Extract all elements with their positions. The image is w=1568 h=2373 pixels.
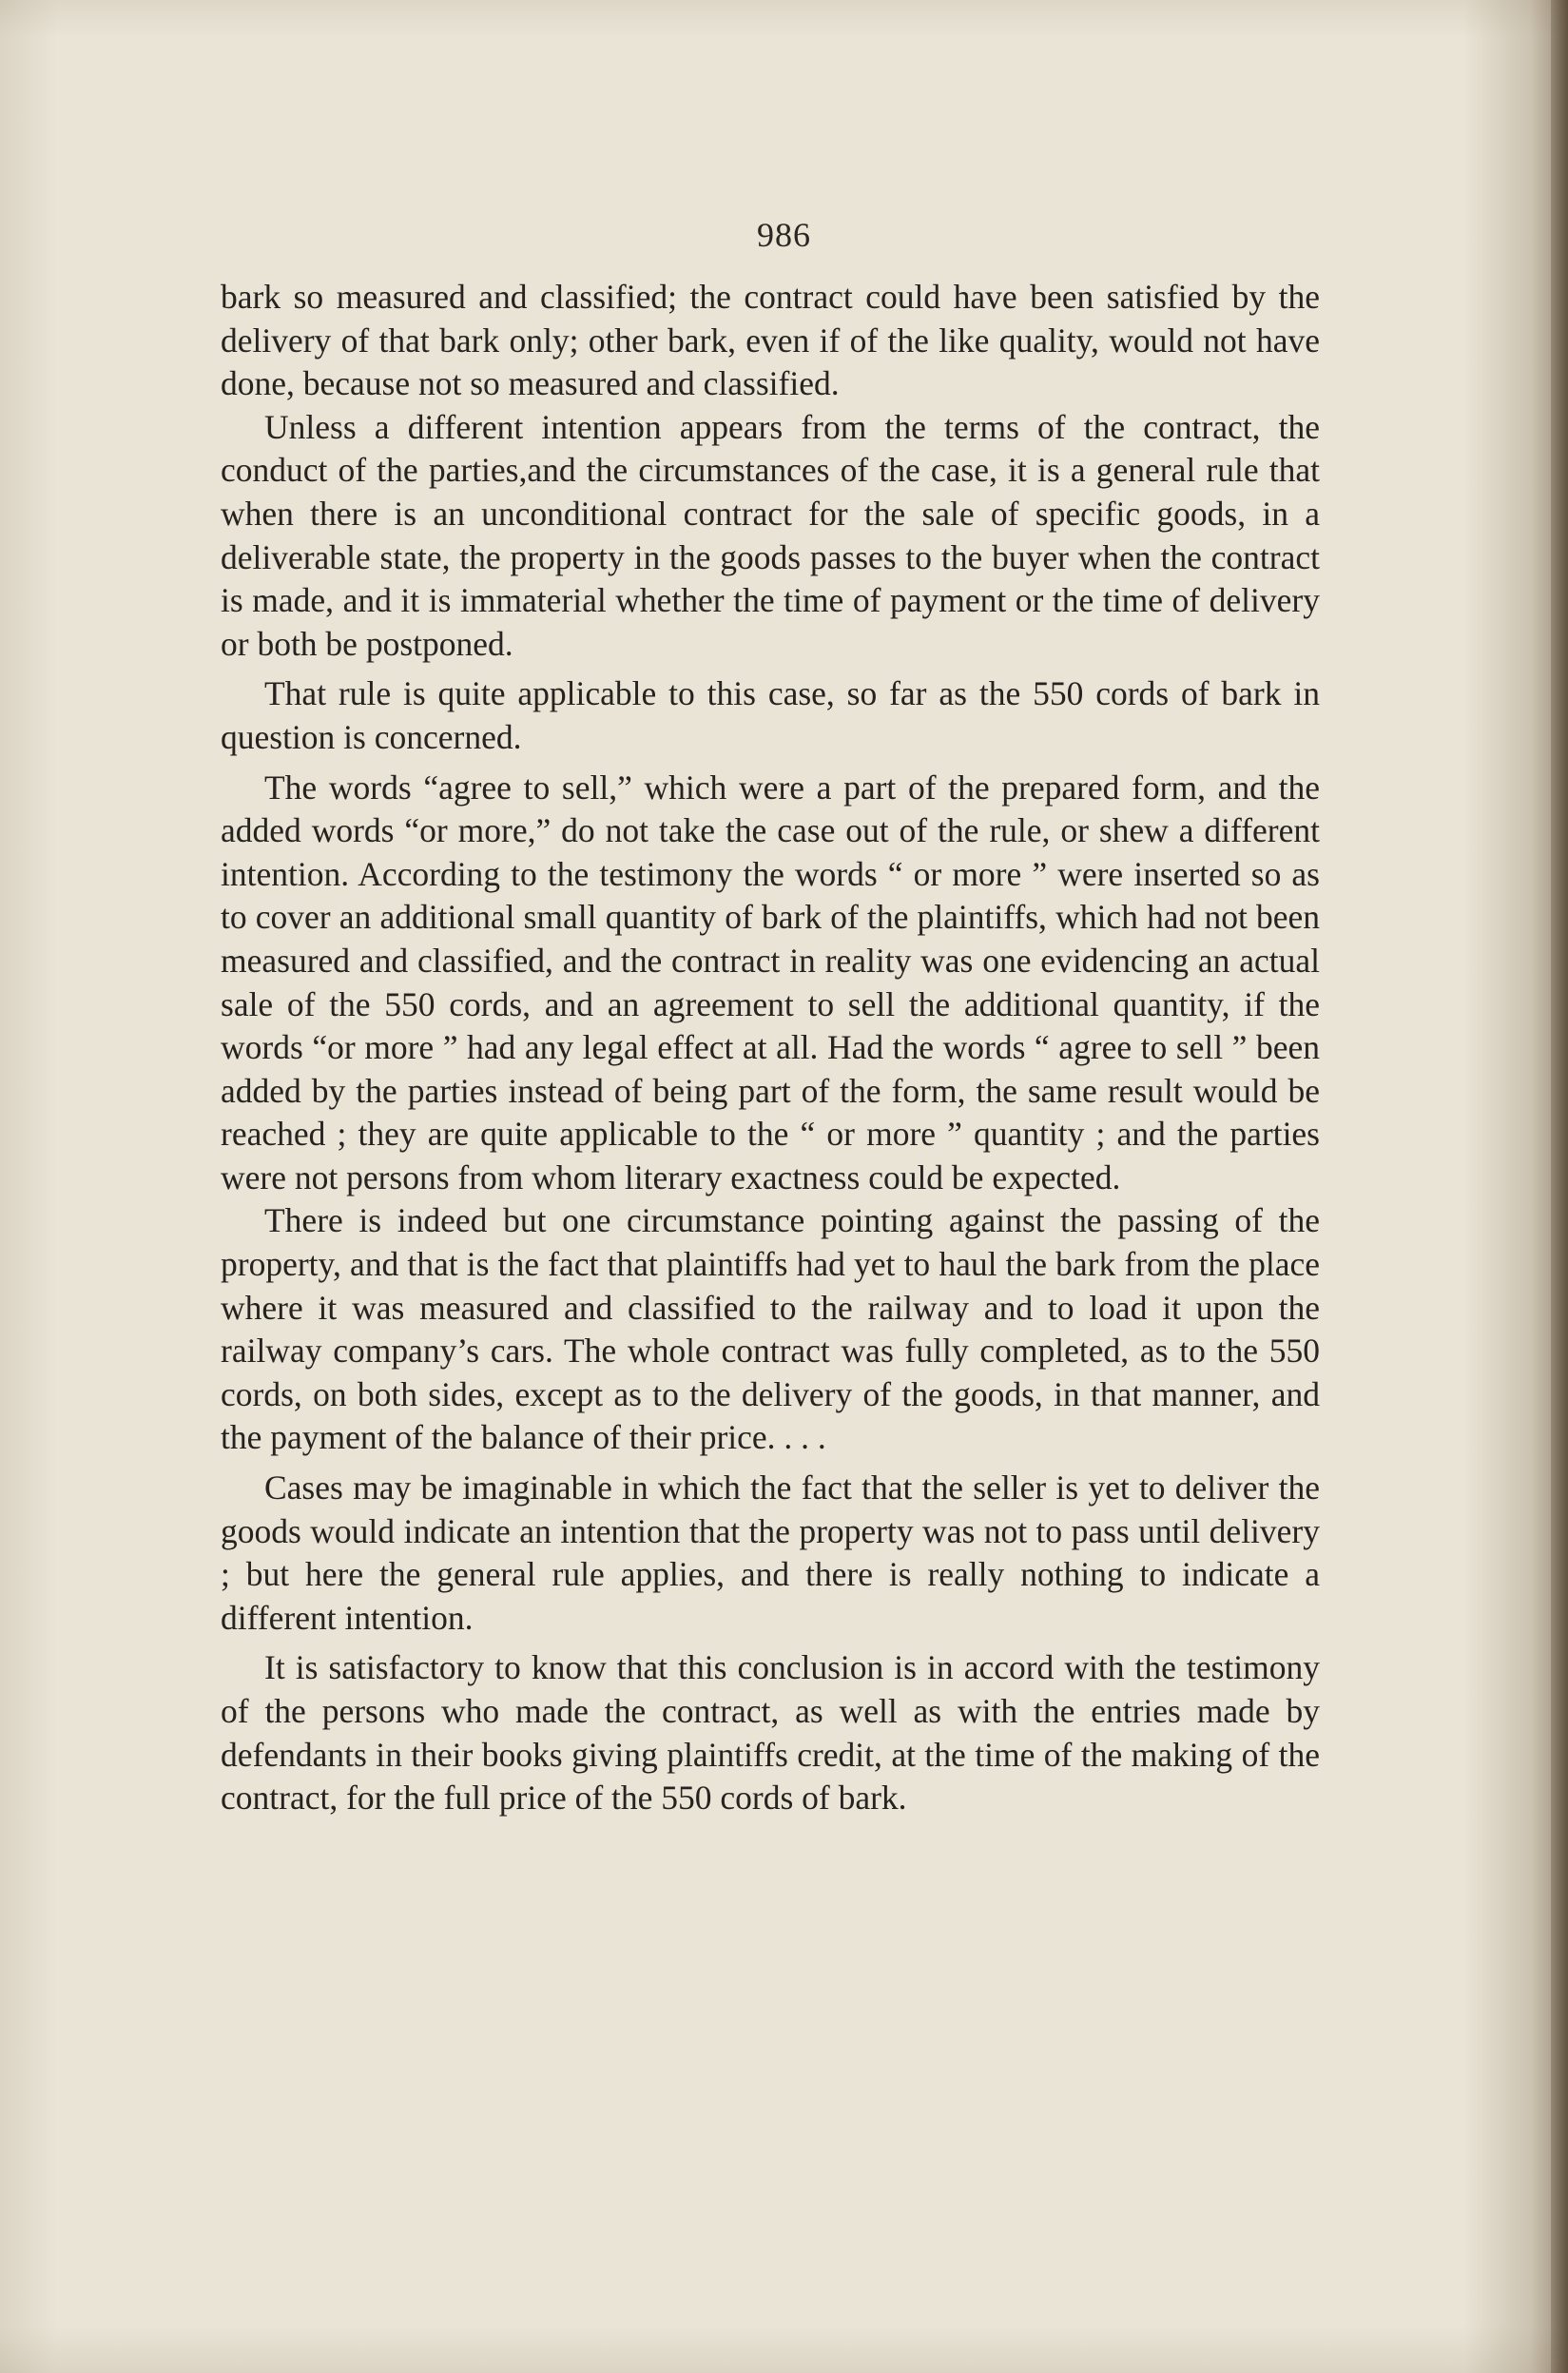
paragraph-3: That rule is quite applicable to this case, so far as the 550 cords of bark in question is concerned. (221, 674, 1320, 756)
paragraph-7: It is satisfactory to know that this conclusion is in accord with the testimony of the persons who made the contract, as well as with the entries made by defendants in their books giving plaintiffs credit, at the time of the making of the contract, for the full price of the 550 cords of bark. (221, 1648, 1320, 1818)
paragraph-5: There is indeed but one circumstance pointing against the passing of the property, and that is the fact that plaintiffs had yet to haul the bark from the place where it was measured and classified to the railway and to load it upon the railway company’s cars. The whole contract was fully completed, as to the 550 cords, on both sides, except as to the delivery of the goods, in that manner, and the payment of the balance of their price. . . . (221, 1201, 1320, 1457)
paragraph-2: Unless a different intention appears from the terms of the contract, the conduct of the parties,and the circumstances of the case, it is a general rule that when there is an unconditional contract for the sale of specific goods, in a deliverable state, the property in the goods passes to the buyer when the contract is made, and it is immaterial whether the time of payment or the time of delivery or both be postponed. (221, 407, 1320, 663)
paragraph-1: bark so measured and classified; the contract could have been satisfied by the delivery of that bark only; other bark, even if of the like quality, would not have done, because not so measured and classified. (221, 278, 1320, 403)
paragraph-6: Cases may be imaginable in which the fact that the seller is yet to deliver the goods would indicate an intention that the property was not to pass until delivery ; but here the general rule applies, and there is really nothing to indicate a different intention. (221, 1469, 1320, 1637)
paragraph-4: The words “agree to sell,” which were a part of the prepared form, and the added words “or more,” do not take the case out of the rule, or shew a different intention. According to the testimony the words “ or more ” were inserted so as to cover an additional small quantity of bark of the plaintiffs, which had not been measured and classified, and the contract in reality was one evidencing an actual sale of the 550 cords, and an agreement to sell the additional quantity, if the words “or more ” had any legal effect at all. Had the words “ agree to sell ” been added by the parties instead of being part of the form, the same result would be reached ; they are quite applicable to the “ or more ” quantity ; and the parties were not persons from whom literary exactness could be expected. (221, 768, 1320, 1196)
book-spine-edge (1551, 0, 1568, 2373)
body-text (221, 276, 1320, 1820)
page-number: 986 (757, 216, 811, 254)
